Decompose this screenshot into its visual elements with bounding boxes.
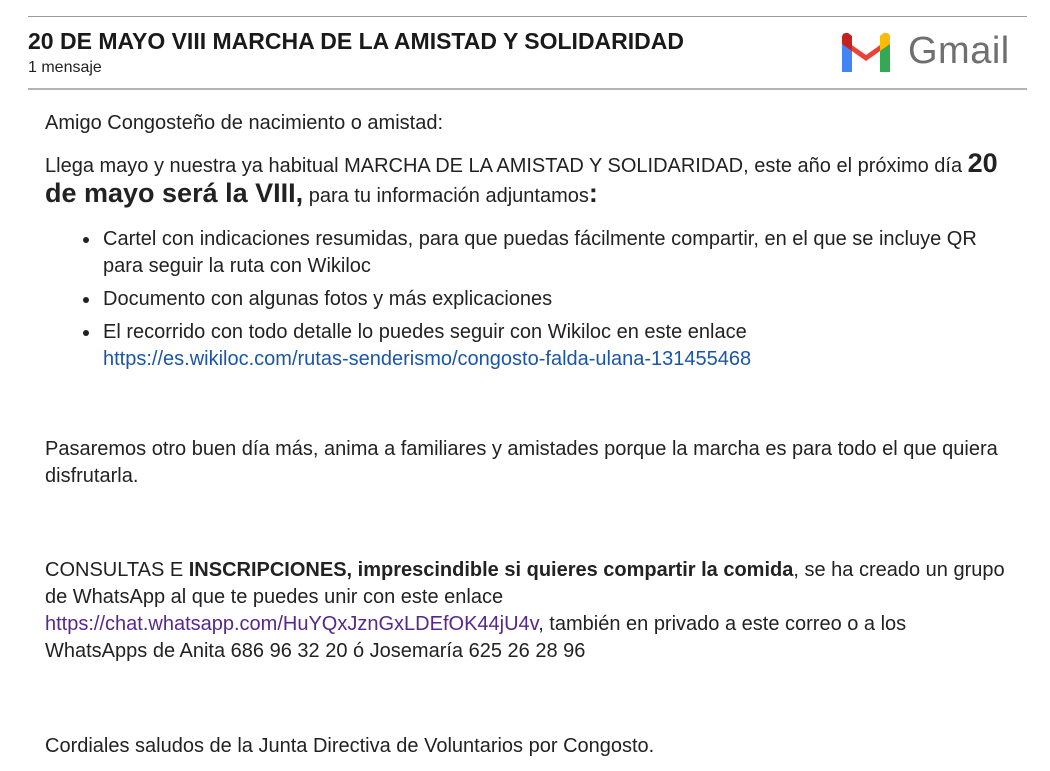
- intro-text: Llega mayo y nuestra ya habitual MARCHA DE LA AMISTAD Y SOLIDARIDAD, este año el próximo día: [45, 155, 968, 177]
- intro-paragraph: [45, 150, 1005, 210]
- bullet-icon: [83, 330, 89, 336]
- gmail-m-icon: [838, 30, 894, 72]
- registration-paragraph: [45, 557, 1005, 665]
- gmail-wordmark: Gmail: [908, 30, 1010, 72]
- intro-text-end: para tu información adjuntamos: [303, 185, 589, 207]
- registration-text: CONSULTAS E: [45, 559, 189, 581]
- closing-paragraph: Cordiales saludos de la Junta Directiva de Voluntarios por Congosto.: [45, 735, 655, 757]
- list-item: [45, 286, 1005, 313]
- registration-contacts-text: , también en privado a este correo o a los WhatsApps de Anita 686 96 32 20 ó Josemaría 625 26 28 96: [45, 613, 907, 662]
- bullet-icon: [83, 297, 89, 303]
- whatsapp-group-link[interactable]: https://chat.whatsapp.com/HuYQxJznGxLDEfOK44jU4v: [45, 613, 539, 635]
- message-count: 1 mensaje: [28, 59, 102, 76]
- list-item-text: Cartel con indicaciones resumidas, para que puedas fácilmente compartir, en el que se incluye QR para seguir la ruta con Wikiloc: [103, 228, 977, 277]
- invitation-paragraph: Pasaremos otro buen día más, anima a familiares y amistades porque la marcha es para todo el que quiera disfrutarla.: [45, 438, 998, 487]
- bullet-icon: [83, 237, 89, 243]
- list-item: [45, 226, 1005, 280]
- list-item-text: Documento con algunas fotos y más explicaciones: [103, 288, 553, 310]
- header-top-divider: [28, 16, 1027, 17]
- header-bottom-divider: [28, 88, 1027, 90]
- email-subject: 20 DE MAYO VIII MARCHA DE LA AMISTAD Y SOLIDARIDAD: [28, 28, 684, 54]
- gmail-logo: [838, 30, 1010, 72]
- registration-bold-text: INSCRIPCIONES, imprescindible si quieres compartir la comida: [188, 559, 794, 581]
- greeting-paragraph: Amigo Congosteño de nacimiento o amistad:: [45, 112, 444, 134]
- registration-text-cont: , se ha creado un grupo de WhatsApp al que te puedes unir con este enlace: [45, 559, 1005, 608]
- list-item-text: El recorrido con todo detalle lo puedes seguir con Wikiloc en este enlace: [103, 321, 747, 343]
- attachments-list: [45, 226, 1005, 379]
- event-date-highlight: 20 de mayo será la VIII,: [45, 148, 998, 208]
- list-item: [45, 319, 1005, 373]
- wikiloc-route-link[interactable]: https://es.wikiloc.com/rutas-senderismo/congosto-falda-ulana-131455468: [103, 348, 752, 370]
- intro-colon: :: [588, 178, 598, 208]
